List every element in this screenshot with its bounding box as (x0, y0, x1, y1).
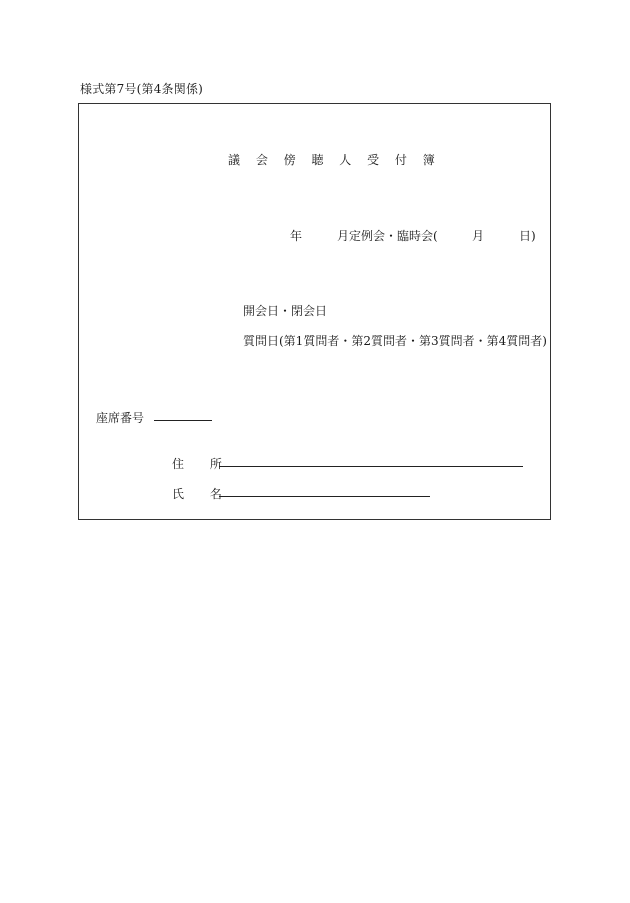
question-day-option: 質問日(第1質問者・第2質問者・第3質問者・第4質問者) (243, 334, 547, 348)
address-field[interactable] (219, 466, 523, 467)
month-label: 月 (472, 229, 485, 243)
form-number-label: 様式第7号(第4条関係) (80, 82, 204, 96)
day-label: 日) (519, 229, 536, 243)
name-field[interactable] (219, 496, 430, 497)
year-label: 年 (290, 229, 303, 243)
seat-number-label: 座席番号 (96, 411, 145, 425)
seat-number-field[interactable] (154, 420, 212, 421)
address-label: 住 所 (172, 457, 233, 471)
form-title: 議 会 傍 聴 人 受 付 簿 (228, 153, 441, 167)
name-label: 氏 名 (172, 487, 233, 501)
session-type-label: 月定例会・臨時会( (337, 229, 438, 243)
open-close-day-option: 開会日・閉会日 (243, 304, 328, 318)
